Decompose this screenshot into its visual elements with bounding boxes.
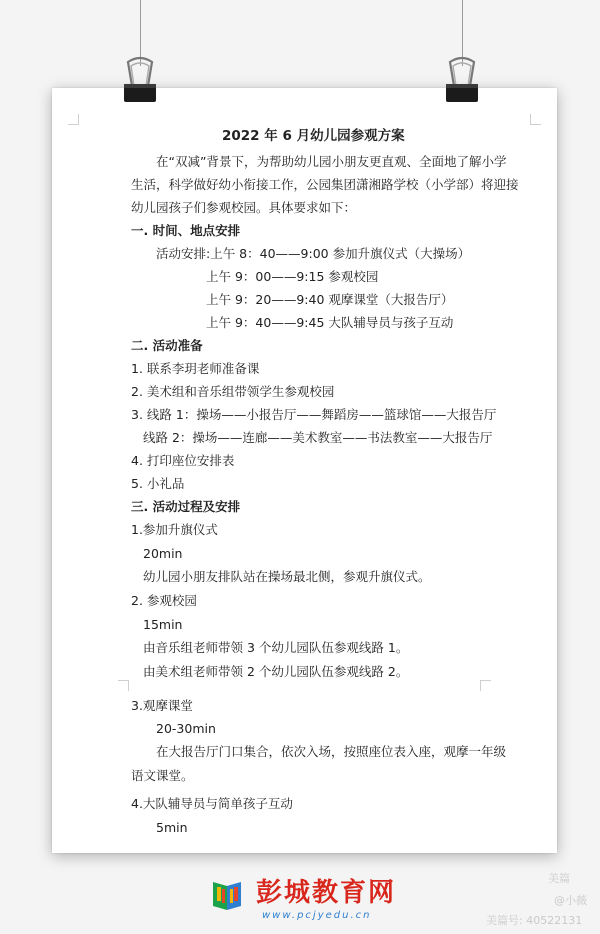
list-item: 20-30min — [156, 721, 216, 736]
list-item: 20min — [143, 546, 183, 561]
list-item: 5. 小礼品 — [131, 476, 185, 491]
section-heading: 一. 时间、地点安排 — [131, 223, 241, 238]
list-item: 2. 美术组和音乐组带领学生参观校园 — [131, 384, 335, 399]
crop-mark — [118, 680, 129, 691]
list-item: 在大报告厅门口集合，依次入场，按照座位表入座，观摩一年级 — [156, 744, 507, 759]
schedule-line: 上午 9：40——9:45 大队辅导员与孩子互动 — [206, 315, 454, 330]
watermark-app: 美篇 — [548, 872, 570, 885]
crop-mark — [68, 114, 79, 125]
list-item: 幼儿园小朋友排队站在操场最北侧，参观升旗仪式。 — [143, 569, 431, 584]
schedule-line: 上午 9：20——9:40 观摩课堂（大报告厅） — [206, 292, 454, 307]
list-item: 语文课堂。 — [131, 768, 194, 783]
list-item: 由美术组老师带领 2 个幼儿园队伍参观线路 2。 — [143, 664, 409, 679]
document-title: 2022 年 6 月幼儿园参观方案 — [222, 128, 405, 144]
watermark-id: 美篇号: 40522131 — [486, 914, 583, 927]
list-item: 1.参加升旗仪式 — [131, 522, 218, 537]
list-item: 1. 联系李玥老师准备课 — [131, 361, 260, 376]
site-name: 彭城教育网 — [256, 878, 397, 908]
list-item: 由音乐组老师带领 3 个幼儿园队伍参观线路 1。 — [143, 640, 409, 655]
list-item: 5min — [156, 820, 188, 835]
list-item: 3. 线路 1：操场——小报告厅——舞蹈房——篮球馆——大报告厅 — [131, 407, 497, 422]
schedule-line: 上午 9：00——9:15 参观校园 — [206, 269, 379, 284]
binder-clip-left-icon — [118, 56, 162, 104]
binder-clip-right-icon — [440, 56, 484, 104]
list-item: 线路 2：操场——连廊——美术教室——书法教室——大报告厅 — [143, 430, 493, 445]
book-logo-icon — [208, 878, 246, 912]
crop-mark — [530, 114, 541, 125]
section-heading: 三. 活动过程及安排 — [131, 499, 241, 514]
intro-line: 在“双减”背景下，为帮助幼儿园小朋友更直观、全面地了解小学 — [156, 154, 507, 169]
schedule-line: 活动安排:上午 8：40——9:00 参加升旗仪式（大操场） — [156, 246, 471, 261]
crop-mark — [480, 680, 491, 691]
list-item: 15min — [143, 617, 183, 632]
list-item: 4. 打印座位安排表 — [131, 453, 235, 468]
intro-line: 生活，科学做好幼小衔接工作，公园集团潇湘路学校（小学部）将迎接 — [131, 177, 519, 192]
watermark-user: @小薇 — [554, 894, 587, 907]
list-item: 3.观摩课堂 — [131, 698, 193, 713]
section-heading: 二. 活动准备 — [131, 338, 203, 353]
list-item: 4.大队辅导员与简单孩子互动 — [131, 796, 293, 811]
intro-line: 幼儿园孩子们参观校园。具体要求如下： — [131, 200, 357, 215]
list-item: 2. 参观校园 — [131, 593, 197, 608]
site-url: www.pcjyedu.cn — [262, 910, 372, 921]
